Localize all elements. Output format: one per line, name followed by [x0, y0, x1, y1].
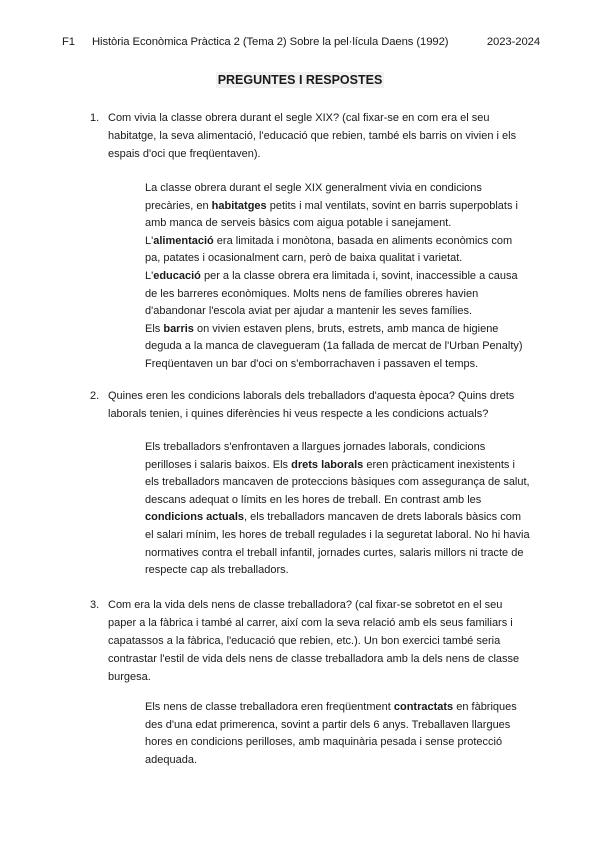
question-text: Com era la vida dels nens de classe treballadora? (cal fixar-se sobretot en el seu paper a la fàbrica i també al carrer, així com la seva relació amb els seus familiars i capatassos a la fàbrica, l'educació que rebien, etc.). Un bon exercici també seria contrastar l'estil de vida dels nens de classe treballadora amb la dels nens de classe burgesa.	[108, 599, 520, 683]
question-number: 3.	[90, 599, 100, 611]
answer-paragraph-food: L'alimentació era limitada i monòtona, basada en aliments econòmics com pa, patates i ocasionalment carn, però de baixa qualitat i varietat.	[145, 234, 513, 265]
question-3	[90, 596, 530, 686]
question-1	[90, 109, 530, 163]
document-title	[0, 73, 600, 87]
document-title-text: PREGUNTES I RESPOSTES	[217, 73, 383, 87]
keyword-drets-laborals: drets laborals	[291, 458, 364, 471]
answer-paragraph-education: L'educació per a la classe obrera era limitada i, sovint, inaccessible a causa de les barreres econòmiques. Molts nens de famílies obreres havien d'abandonar l'escola aviat per ajudar a mantenir les seves famílies.	[145, 269, 518, 318]
page-header	[62, 36, 540, 48]
answer-paragraph-neighbourhoods: Els barris on vivien estaven plens, bruts, estrets, amb manca de higiene deguda a la manca de clavegueram (1a fallada de mercat de l'Urban Penalty) Freqüentaven un bar d'oci on s'emborrachaven i passaven el temps.	[145, 322, 523, 370]
answer-paragraph-housing: La classe obrera durant el segle XIX generalment vivia en condicions precàries, en habitatges petits i mal ventilats, sovint en barris superpoblats i amb manca de serveis bàsics com aigua potable i sanejament.	[145, 182, 518, 230]
answer-1	[145, 180, 530, 374]
answer-3	[145, 699, 530, 769]
question-text: Quines eren les condicions laborals dels treballadors d'aquesta època? Quins drets laborals tenien, i quines diferències hi veus respecte a les condicions actuals?	[108, 390, 515, 420]
keyword-habitatges: habitatges	[211, 199, 267, 212]
question-number: 1.	[90, 112, 100, 124]
question-text: Com vivia la classe obrera durant el segle XIX? (cal fixar-se en com era el seu habitatge, la seva alimentació, l'educació que rebien, també els barris on vivien i els espais d'oci que freqüentaven).	[108, 112, 517, 160]
keyword-barris: barris	[163, 322, 194, 335]
header-title: Història Econòmica Pràctica 2 (Tema 2) Sobre la pel·lícula Daens (1992)	[92, 36, 449, 48]
answer-2	[145, 439, 530, 580]
keyword-condicions-actuals: condicions actuals	[145, 511, 245, 524]
keyword-educacio: educació	[153, 269, 201, 282]
question-number: 2.	[90, 390, 100, 402]
answer-paragraph: Els nens de classe treballadora eren freqüentment contractats en fàbriques des d'una edat primerenca, sovint a partir dels 6 anys. Treballaven llargues hores en condicions perilloses, amb maquinària pesada i sense protecció adequada.	[145, 701, 517, 766]
header-year: 2023-2024	[486, 36, 540, 48]
course-code: F1	[62, 36, 75, 48]
question-2	[90, 387, 530, 423]
keyword-alimentacio: alimentació	[153, 234, 214, 247]
answer-paragraph: Els treballadors s'enfrontaven a llargues jornades laborals, condicions perilloses i salaris baixos. Els drets laborals eren pràcticament inexistents i els treballadors mancaven de proteccions bàsiques com assegurança de salut, descans adequat o límits en les hores de treball. En contrast amb les condicions actuals, els treballadors mancaven de drets laborals bàsics com el salari mínim, les hores de treball regulades i la seguretat laboral. No hi havia normatives contra el treball infantil, jornades curtes, salaris millors ni tracte de respecte cap als treballadors.	[145, 441, 530, 577]
keyword-contractats: contractats	[393, 701, 454, 713]
